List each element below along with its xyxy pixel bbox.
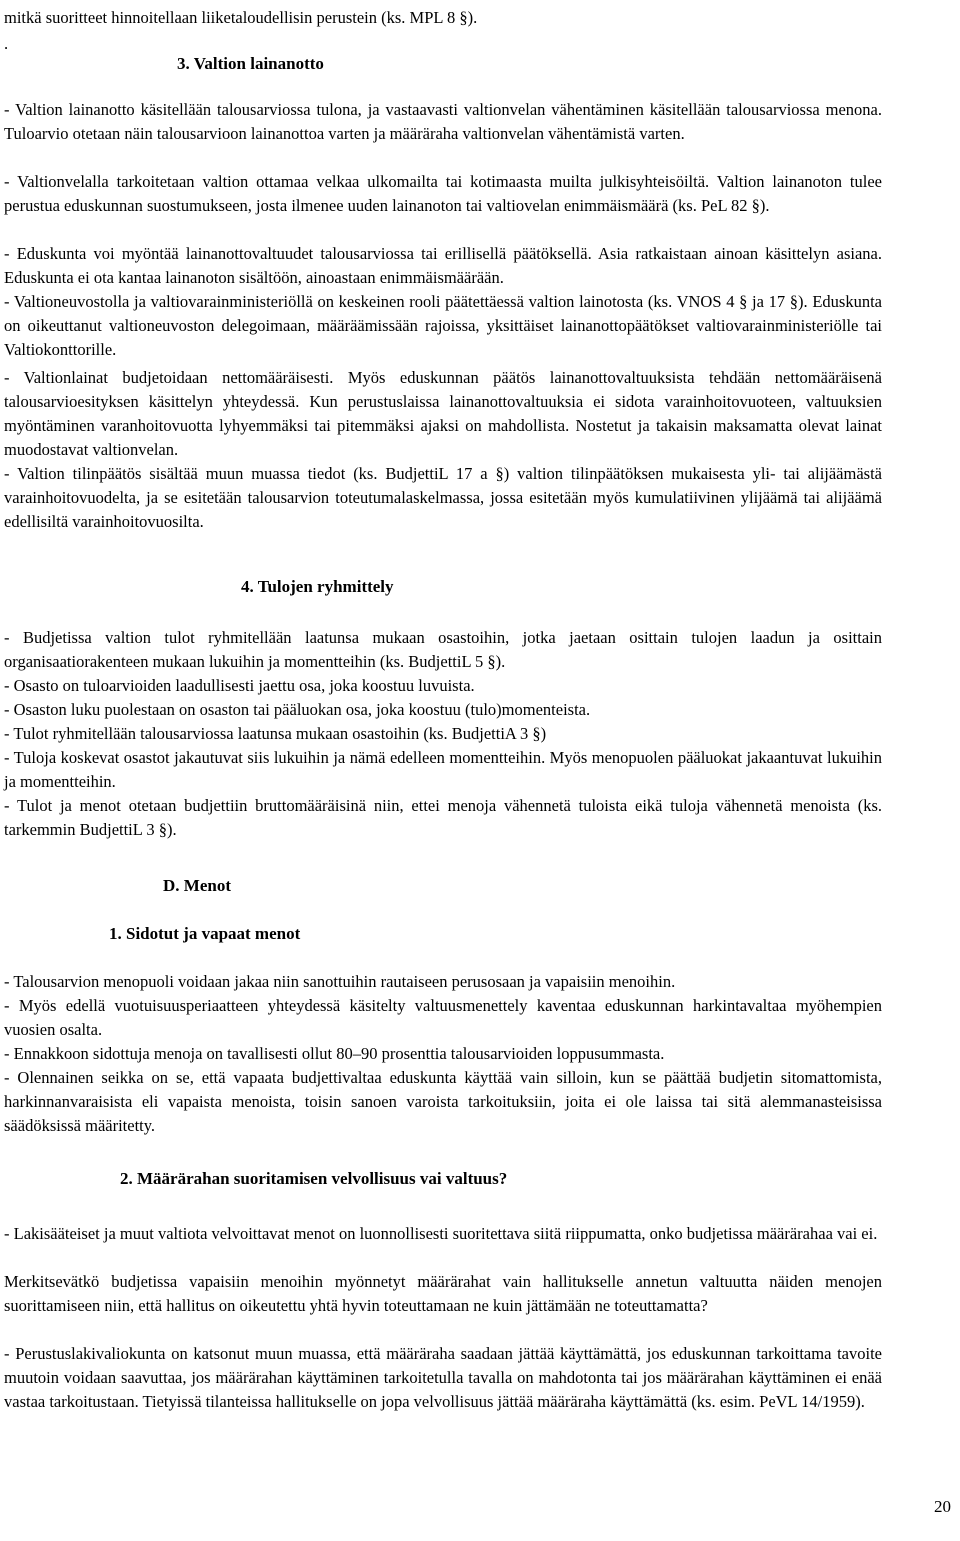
paragraph: - Tulot ryhmitellään talousarviossa laatunsa mukaan osastoihin (ks. BudjettiA 3 §) — [4, 724, 547, 743]
paragraph: - Osaston luku puolestaan on osaston tai pääluokan osa, joka koostuu (tulo)momenteista. — [4, 700, 591, 719]
paragraph: - Lakisääteiset ja muut valtiota velvoittavat menot on luonnollisesti suoritettava siitä riippumatta, onko budjetissa määrärahaa vai ei. — [4, 1224, 878, 1243]
paragraph: - Valtionvelalla tarkoitetaan valtion ottamaa velkaa ulkomailta tai kotimaasta muilta julkisyhteisöiltä. Valtion lainanoton tulee perustua eduskunnan suostumukseen, josta ilmenee uuden lainanoton tai valtiovelan enimmäismäärä (ks. PeL 82 §). — [4, 172, 882, 215]
paragraph: - Ennakkoon sidottuja menoja on tavallisesti ollut 80–90 prosenttia talousarvioiden loppusummasta. — [4, 1044, 665, 1063]
paragraph: - Eduskunta voi myöntää lainanottovaltuudet talousarviossa tai erillisellä päätöksellä. Asia ratkaistaan ainoan käsittelyn asiana. Eduskunta ei ota kantaa lainanoton sisältöön, ainoastaan enimmäismäärään. — [4, 244, 882, 287]
paragraph: Merkitsevätkö budjetissa vapaisiin menoihin myönnetyt määrärahat vain hallitukselle annetun valtuutta näiden menojen suorittamiseen niin, että hallitus on oikeutettu yhtä hyvin toteuttamaan ne kuin jättämään ne toteuttamatta? — [4, 1272, 882, 1315]
paragraph: - Talousarvion menopuoli voidaan jakaa niin sanottuihin rautaiseen perusosaan ja vapaisiin menoihin. — [4, 972, 676, 991]
section-heading: 4. Tulojen ryhmittely — [241, 577, 394, 596]
section-heading: D. Menot — [163, 876, 231, 895]
paragraph: - Tuloja koskevat osastot jakautuvat siis lukuihin ja nämä edelleen momentteihin. Myös menopuolen pääluokat jakaantuvat lukuihin ja momentteihin. — [4, 748, 882, 791]
paragraph: - Osasto on tuloarvioiden laadullisesti jaettu osa, joka koostuu luvuista. — [4, 676, 475, 695]
page-number: 20 — [934, 1497, 951, 1516]
paragraph: - Tulot ja menot otetaan budjettiin bruttomääräisinä niin, ettei menoja vähennetä tuloista eikä tuloja vähennetä menoista (ks. tarkemmin BudjettiL 3 §). — [4, 796, 882, 839]
paragraph: - Perustuslakivaliokunta on katsonut muun muassa, että määräraha saadaan jättää käyttämättä, jos eduskunnan tarkoittama tavoite muutoin voidaan saavuttaa, jos määrärahan käyttäminen tarkoitetulla tavalla on mahdotonta tai jos määrärahan käyttäminen ei enää vastaa tarkoitustaan. Tietyissä tilanteissa hallitukselle on jopa velvollisuus jättää määräraha käyttämättä (ks. esim. PeVL 14/1959). — [4, 1344, 882, 1411]
paragraph: mitkä suoritteet hinnoitellaan liiketaloudellisin perustein (ks. MPL 8 §). — [4, 8, 478, 27]
section-heading: 3. Valtion lainanotto — [177, 54, 324, 73]
stray-dot: . — [4, 34, 9, 53]
paragraph: - Valtioneuvostolla ja valtiovarainministeriöllä on keskeinen rooli päätettäessä valtion lainotosta (ks. VNOS 4 § ja 17 §). Eduskunta on oikeuttanut valtioneuvoston delegoimaan, määräämissään rajoissa, yksittäiset lainanottopäätökset valtiovarainministeriölle tai Valtiokonttorille. — [4, 292, 882, 359]
subsection-heading: 2. Määrärahan suoritamisen velvollisuus vai valtuus? — [120, 1169, 508, 1188]
paragraph: - Myös edellä vuotuisuusperiaatteen yhteydessä käsitelty valtuusmenettely kaventaa eduskunnan harkintavaltaa myöhempien vuosien osalta. — [4, 996, 882, 1039]
paragraph: - Budjetissa valtion tulot ryhmitellään laatunsa mukaan osastoihin, jotka jaetaan osittain tulojen laadun ja osittain organisaatiorakenteen mukaan lukuihin ja momentteihin (ks. BudjettiL 5 §). — [4, 628, 882, 671]
paragraph: - Olennainen seikka on se, että vapaata budjettivaltaa eduskunta käyttää vain silloin, kun se päättää budjetin sitomattomista, harkinnanvaraisista eli vapaista menoista, toisin sanoen varoista tarkoituksiin, joita ei ole laissa tai sitä alemmanasteisissa säädöksissä määritetty. — [4, 1068, 882, 1135]
paragraph: - Valtionlainat budjetoidaan nettomääräisesti. Myös eduskunnan päätös lainanottovaltuuksista tehdään nettomääräisenä talousarvioesityksen käsittelyn yhteydessä. Kun perustuslaissa lainanottovaltuuksia ei sidota varainhoitovuoteen, valtuuksien myöntäminen varanhoitovuotta lyhyemmäksi tai pitemmäksi ajaksi on mahdollista. Nostetut ja takaisin maksamatta olevat lainat muodostavat valtionvelan. — [4, 368, 882, 459]
paragraph: - Valtion lainanotto käsitellään talousarviossa tulona, ja vastaavasti valtionvelan vähentäminen käsitellään talousarviossa menona. Tuloarvio otetaan näin talousarvioon lainanottoa varten ja määräraha valtionvelan vähentämistä varten. — [4, 100, 882, 143]
subsection-heading: 1. Sidotut ja vapaat menot — [109, 924, 301, 943]
paragraph: - Valtion tilinpäätös sisältää muun muassa tiedot (ks. BudjettiL 17 a §) valtion tilinpäätöksen mukaisesta yli- tai alijäämästä varainhoitovuodelta, ja se esitetään talousarvion toteutumalaskelmassa, jossa esitetään myös kumulatiivinen ylijäämä tai alijäämä edellisiltä varainhoitovuosilta. — [4, 464, 882, 531]
